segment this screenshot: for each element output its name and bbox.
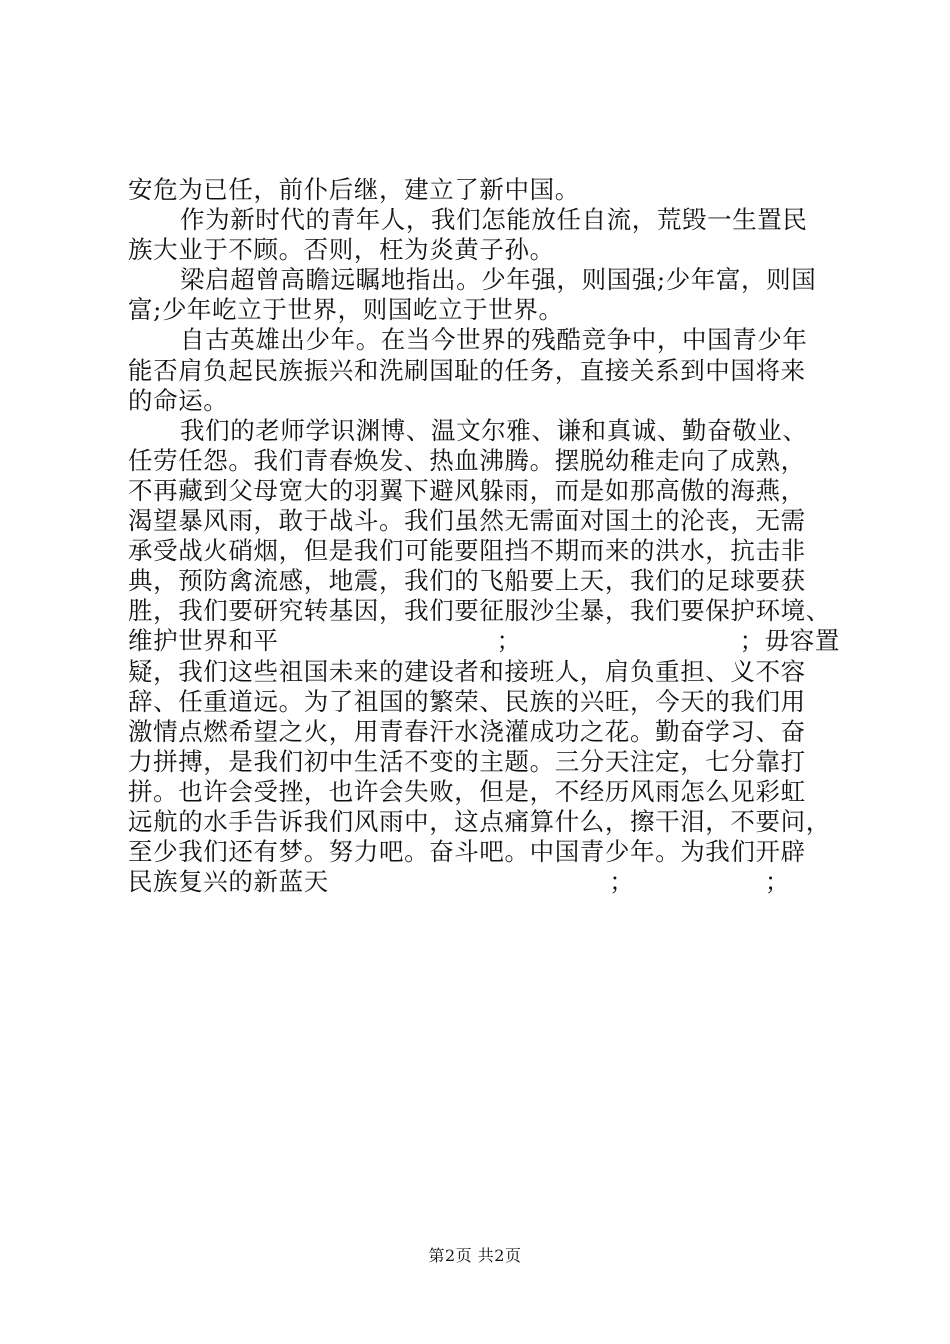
- paragraph-line: 疑，我们这些祖国未来的建设者和接班人，肩负重担、义不容: [128, 656, 806, 686]
- paragraph-line: 不再藏到父母宽大的羽翼下避风躲雨，而是如那高傲的海燕，: [128, 475, 806, 505]
- paragraph-line: 族大业于不顾。否则，枉为炎黄子孙。: [128, 235, 555, 265]
- line-segment: ；: [764, 867, 790, 897]
- paragraph-line: 远航的水手告诉我们风雨中，这点痛算什么，擦干泪，不要问，: [128, 806, 831, 836]
- document-body: [128, 175, 840, 897]
- paragraph-line: 我们的老师学识渊博、温文尔雅、谦和真诚、勤奋敬业、: [180, 415, 808, 445]
- paragraph-line: 拼。也许会受挫，也许会失败，但是，不经历风雨怎么见彩虹: [128, 776, 806, 806]
- paragraph-line: 任劳任怨。我们青春焕发、热血沸腾。摆脱幼稚走向了成熟，: [128, 445, 806, 475]
- page-number-footer: 第2页 共2页: [428, 1246, 522, 1265]
- paragraph-line: 力拼搏，是我们初中生活不变的主题。三分天注定，七分靠打: [128, 746, 806, 776]
- paragraph-line: 的命运。: [128, 385, 229, 415]
- paragraph-line-with-gaps: [128, 867, 840, 897]
- paragraph-line: 典，预防禽流感，地震，我们的飞船要上天，我们的足球要获: [128, 566, 806, 596]
- paragraph-line: 胜，我们要研究转基因，我们要征服沙尘暴，我们要保护环境、: [128, 596, 831, 626]
- paragraph-line: 承受战火硝烟，但是我们可能要阻挡不期而来的洪水，抗击非: [128, 536, 806, 566]
- paragraph-line: 激情点燃希望之火，用青春汗水浇灌成功之花。勤奋学习、奋: [128, 716, 806, 746]
- paragraph-line: 至少我们还有梦。努力吧。奋斗吧。中国青少年。为我们开辟: [128, 837, 806, 867]
- paragraph-line: 辞、任重道远。为了祖国的繁荣、民族的兴旺，今天的我们用: [128, 686, 806, 716]
- paragraph-line: 富;少年屹立于世界，则国屹立于世界。: [128, 295, 564, 325]
- paragraph-line: 自古英雄出少年。在当今世界的残酷竞争中，中国青少年: [180, 325, 808, 355]
- line-segment: ；: [496, 626, 522, 656]
- paragraph-line: 安危为已任，前仆后继，建立了新中国。: [128, 175, 580, 204]
- line-segment: 民族复兴的新蓝天: [128, 867, 329, 897]
- line-segment: ；: [609, 867, 635, 897]
- line-segment: 维护世界和平: [128, 626, 279, 656]
- paragraph-line: 作为新时代的青年人，我们怎能放任自流，荒毁一生置民: [180, 205, 808, 235]
- line-segment: ；毋容置: [739, 626, 840, 656]
- paragraph-line: 渴望暴风雨，敢于战斗。我们虽然无需面对国土的沦丧，无需: [128, 506, 806, 536]
- paragraph-line-with-gaps: [128, 626, 840, 656]
- paragraph-line: 能否肩负起民族振兴和洗刷国耻的任务，直接关系到中国将来: [128, 355, 806, 385]
- paragraph-line: 梁启超曾高瞻远瞩地指出。少年强，则国强;少年富，则国: [180, 265, 817, 295]
